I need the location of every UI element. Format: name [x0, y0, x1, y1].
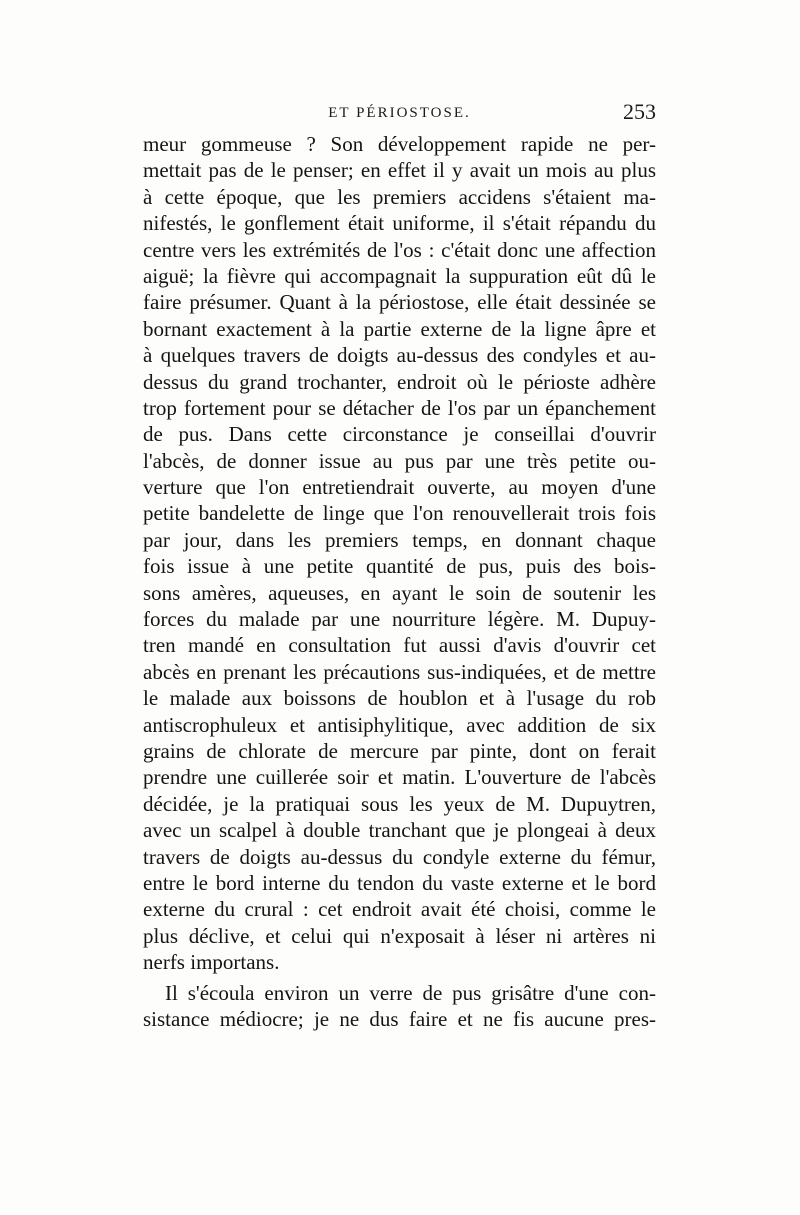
running-head	[143, 99, 656, 129]
text-line: à cette époque, que les premiers accidens s'étaient ma-	[143, 184, 656, 209]
text-line: avec un scalpel à double tranchant que je plongeai à deux	[143, 818, 656, 843]
text-line: l'abcès, de donner issue au pus par une très petite ou-	[143, 448, 656, 473]
text-line: sons amères, aqueuses, en ayant le soin de soutenir les	[143, 580, 656, 605]
text-line: meur gommeuse ? Son développement rapide ne per-	[143, 132, 656, 156]
text-line: le malade aux boissons de houblon et à l'usage du rob	[143, 686, 656, 711]
text-line: tren mandé en consultation fut aussi d'avis d'ouvrir cet	[143, 633, 656, 658]
paragraph	[143, 131, 656, 976]
text-line: trop fortement pour se détacher de l'os par un épanchement	[143, 395, 656, 420]
text-line: dessus du grand trochanter, endroit où le périoste adhère	[143, 369, 656, 394]
text-line: forces du malade par une nourriture légère. M. Dupuy-	[143, 607, 656, 632]
text-line: fois issue à une petite quantité de pus, puis des bois-	[143, 554, 656, 579]
text-line: antiscrophuleux et antisiphylitique, avec addition de six	[143, 712, 656, 737]
text-line: grains de chlorate de mercure par pinte, dont on ferait	[143, 738, 656, 763]
running-title: ET PÉRIOSTOSE.	[328, 105, 471, 121]
text-line: Il s'écoula environ un verre de pus grisâtre d'une con-	[165, 980, 656, 1005]
text-line: centre vers les extrémités de l'os : c'était donc une affection	[143, 237, 656, 262]
text-line: verture que l'on entretiendrait ouverte, au moyen d'une	[143, 475, 656, 500]
text-line: faire présumer. Quant à la périostose, elle était dessinée se	[143, 290, 656, 315]
text-line: par jour, dans les premiers temps, en donnant chaque	[143, 527, 656, 552]
text-line: nifestés, le gonflement était uniforme, il s'était répandu du	[143, 211, 656, 236]
text-line: à quelques travers de doigts au-dessus des condyles et au-	[143, 343, 656, 368]
text-line: sistance médiocre; je ne dus faire et ne fis aucune pres-	[143, 1006, 656, 1031]
page-number: 253	[623, 99, 656, 124]
paragraph	[143, 980, 656, 1033]
text-line: petite bandelette de linge que l'on renouvellerait trois fois	[143, 501, 656, 526]
text-line: de pus. Dans cette circonstance je conseillai d'ouvrir	[143, 422, 656, 447]
text-line: entre le bord interne du tendon du vaste externe et le bord	[143, 870, 656, 895]
text-line: plus déclive, et celui qui n'exposait à léser ni artères ni	[143, 923, 656, 948]
text-line: nerfs importans.	[143, 950, 280, 975]
body-text	[143, 131, 656, 1032]
text-line: externe du crural : cet endroit avait été choisi, comme le	[143, 897, 656, 922]
text-line: mettait pas de le penser; en effet il y avait un mois au plus	[143, 158, 656, 183]
text-line: abcès en prenant les précautions sus-indiquées, et de mettre	[143, 659, 656, 684]
text-line: bornant exactement à la partie externe de la ligne âpre et	[143, 316, 656, 341]
text-line: prendre une cuillerée soir et matin. L'ouverture de l'abcès	[143, 765, 656, 790]
text-line: décidée, je la pratiquai sous les yeux de M. Dupuytren,	[143, 791, 656, 816]
text-line: travers de doigts au-dessus du condyle externe du fémur,	[143, 844, 656, 869]
text-line: aiguë; la fièvre qui accompagnait la suppuration eût dû le	[143, 263, 656, 288]
